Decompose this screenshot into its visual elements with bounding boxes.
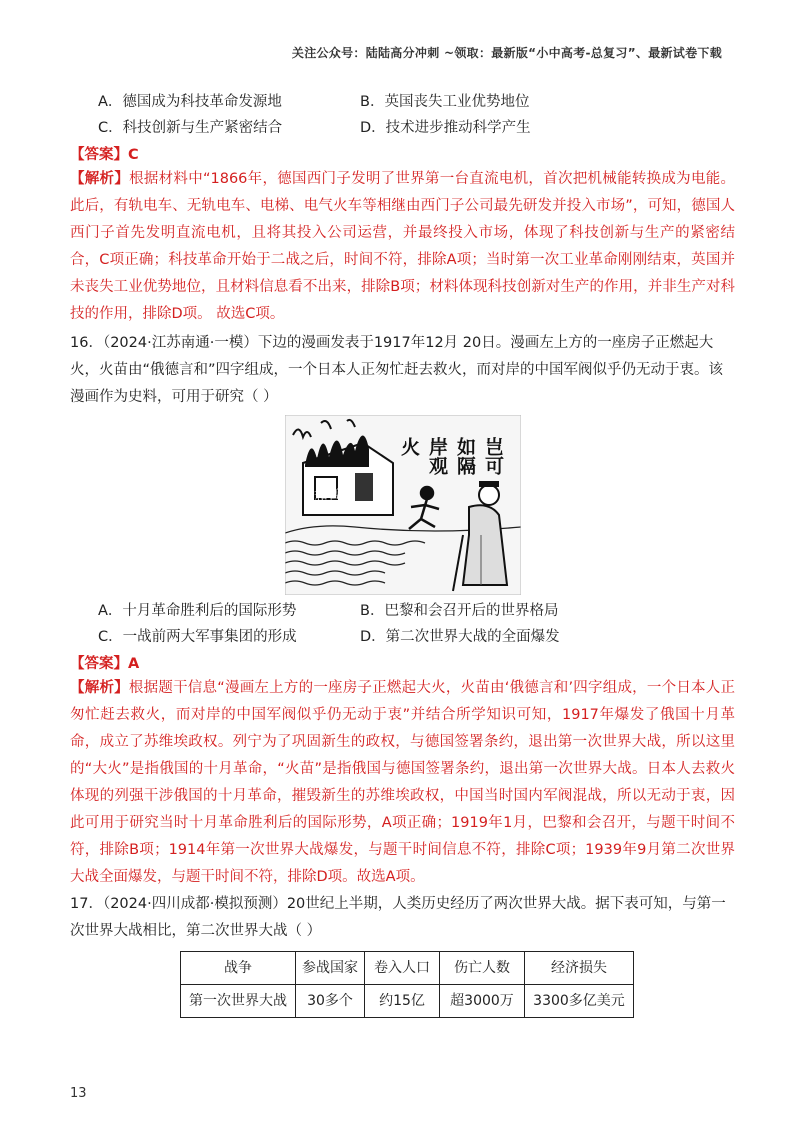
q15-analysis-text: 根据材料中“1866年，德国西门子发明了世界第一台直流电机，首次把机械能转换成为电能。此后，有轨电车、无轨电车、电梯、电气火车等相继由西门子公司最先研发并投入市场”，可知，德国人西门子首先发明直流电机，且将其投入公司运营，并最终投入市场，体现了科技创新与生产的紧密结合，C项正确；科技革命开始于二战之后，时间不符，排除A项；当时第一次工业革命刚刚结束，英国并未丧失工业优势地位，且材料信息看不出来，排除B项；材料体现科技创新对生产的作用，并非生产对科技的作用，排除D项。 故选C项。 <box>70 171 735 322</box>
cartoon-image <box>285 415 521 595</box>
table-header-cell: 卷入人口 <box>365 952 440 985</box>
table-header-cell: 经济损失 <box>525 952 634 985</box>
q15-answer: 【答案】C <box>70 147 139 163</box>
caption-col-4: 火 <box>397 437 420 456</box>
fire-characters: 和言 <box>312 486 341 505</box>
table-cell: 约15亿 <box>365 985 440 1018</box>
table-cell: 第一次世界大战 <box>181 985 296 1018</box>
q15-analysis-label: 【解析】 <box>70 171 130 187</box>
q17-stem: 17．（2024·四川成都·模拟预测）20世纪上半期，人类历史经历了两次世界大战。据下表可知，与第一次世界大战相比，第二次世界大战（ ） <box>70 896 726 939</box>
page-content <box>70 92 735 1018</box>
table-header-cell: 战争 <box>181 952 296 985</box>
q15-option-b: B．英国丧失工业优势地位 <box>360 94 530 110</box>
q16-answer: 【答案】A <box>70 656 140 672</box>
q15-option-a: A．德国成为科技革命发源地 <box>98 94 282 110</box>
page-number: 13 <box>70 1086 87 1101</box>
q15-analysis <box>70 166 735 328</box>
table-header-cell: 参战国家 <box>296 952 365 985</box>
q16-option-a: A．十月革命胜利后的国际形势 <box>98 603 297 619</box>
q16-analysis-label: 【解析】 <box>70 680 129 696</box>
q15-option-d: D．技术进步推动科学产生 <box>360 120 531 136</box>
q16-options <box>70 601 735 647</box>
table-cell: 3300多亿美元 <box>525 985 634 1018</box>
table-row <box>181 985 634 1018</box>
caption-col-1: 岂可 <box>481 437 504 475</box>
q16-option-c: C．一战前两大军事集团的形成 <box>98 629 297 645</box>
page-header: 关注公众号：陆陆高分冲刺 ~领取：最新版“小中高考-总复习”、最新试卷下载 <box>291 46 722 60</box>
table-cell: 30多个 <box>296 985 365 1018</box>
q16-option-b: B．巴黎和会召开后的世界格局 <box>360 603 559 619</box>
q16-option-d: D．第二次世界大战的全面爆发 <box>360 629 560 645</box>
caption-col-3: 岸观 <box>425 437 448 475</box>
table-cell: 超3000万 <box>440 985 525 1018</box>
q15-options <box>70 92 735 138</box>
q15-option-c: C．科技创新与生产紧密结合 <box>98 120 283 136</box>
q16-analysis <box>70 675 735 891</box>
q16-stem: 16．（2024·江苏南通·一模）下边的漫画发表于1917年12月 20日。漫画左上方的一座房子正燃起大火，火苗由“俄德言和”四字组成，一个日本人正匆忙赶去救火，而对岸的中国军阀似乎仍无动于衷。该漫画作为史料，可用于研究（ ） <box>70 335 724 405</box>
table-header-cell: 伤亡人数 <box>440 952 525 985</box>
table-header-row <box>181 952 634 985</box>
q16-analysis-text: 根据题干信息“漫画左上方的一座房子正燃起大火，火苗由‘俄德言和’四字组成，一个日本人正匆忙赶去救火，而对岸的中国军阀似乎仍无动于衷”并结合所学知识可知，1917年爆发了俄国十月革命，成立了苏维埃政权。列宁为了巩固新生的政权，与德国签署条约，退出第一次世界大战，所以这里的“大火”是指俄国的十月革命，“火苗”是指俄国与德国签署条约，退出第一次世界大战。日本人去救火体现的列强干涉俄国的十月革命，摧毁新生的苏维埃政权，中国当时国内军阀混战，所以无动于衷，因此可用于研究当时十月革命胜利后的国际形势，A项正确；1919年1月，巴黎和会召开，与题干时间不符，排除B项；1914年第一次世界大战爆发，与题干时间信息不符，排除C项；1939年9月第二次世界大战全面爆发，与题干时间不符，排除D项。故选A项。 <box>70 680 736 885</box>
caption-col-2: 如隔 <box>453 437 476 475</box>
war-comparison-table <box>180 951 634 1018</box>
